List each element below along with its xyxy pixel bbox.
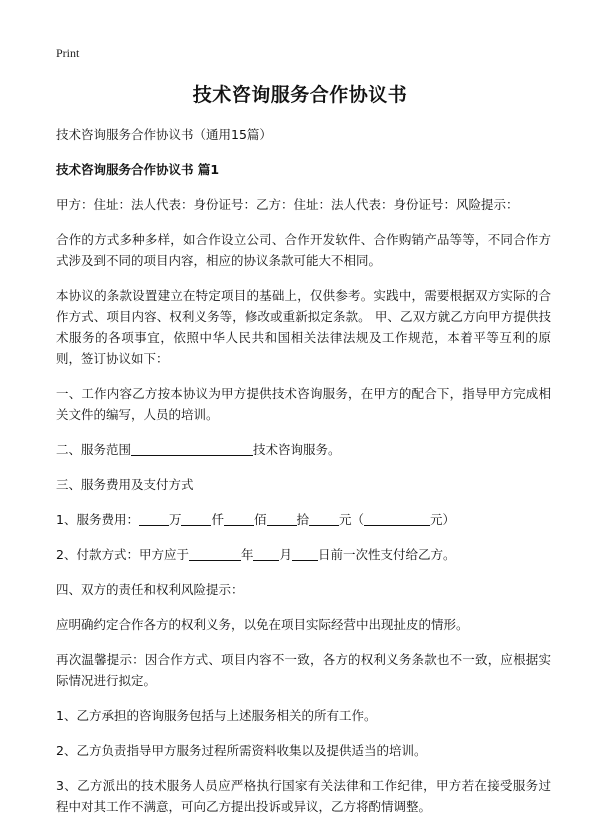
fee-qian-label: 仟	[211, 512, 224, 527]
print-label: Print	[56, 46, 80, 60]
fee-prefix: 1、服务费用：	[56, 512, 139, 527]
service-scope-prefix: 二、服务范围	[56, 442, 132, 457]
fee-yuan-close: 元）	[430, 512, 456, 527]
reminder-paragraph: 再次温馨提示：因合作方式、项目内容不一致，各方的权利义务条款也不一致，应根据实际情况进行拟定。	[56, 652, 551, 688]
fee-yuan-blank	[309, 511, 339, 526]
section-heading: 技术咨询服务合作协议书 篇1	[56, 162, 220, 177]
fee-yuan-label: 元（	[339, 512, 365, 527]
payment-month-label: 月	[279, 547, 292, 562]
service-scope-suffix: 技术咨询服务。	[253, 442, 341, 457]
payment-day-blank	[292, 546, 318, 561]
fee-bai-blank	[224, 511, 254, 526]
document-body	[56, 124, 551, 831]
fee-shi-blank	[267, 511, 297, 526]
payment-year-label: 年	[240, 547, 254, 562]
payment-prefix: 2、付款方式：甲方应于	[56, 547, 189, 562]
clause-work-content: 一、工作内容乙方按本协议为甲方提供技术咨询服务，在甲方的配合下，指导甲方完成相关文件的编写，人员的培训。	[56, 386, 551, 422]
clause-service-scope	[56, 439, 551, 460]
payment-month-blank	[253, 546, 279, 561]
document-title: 技术咨询服务合作协议书	[192, 84, 408, 106]
basis-paragraph: 本协议的条款设置建立在特定项目的基础上，仅供参考。实践中，需要根据双方实际的合作方式、项目内容、权利义务等，修改或重新拟定条款。 甲、乙双方就乙方向甲方提供技术服务的各项事宜，依照中华人民共和国相关法律法规及工作规范，本着平等互利的原则，签订协议如下：	[56, 288, 551, 366]
fee-total-blank	[364, 511, 430, 526]
payment-year-blank	[189, 546, 241, 561]
fee-wan-blank	[139, 511, 169, 526]
fee-wan-label: 万	[168, 512, 182, 527]
duty-item-1: 1、乙方承担的咨询服务包括与上述服务相关的所有工作。	[56, 708, 377, 723]
duty-item-3: 3、乙方派出的技术服务人员应严格执行国家有关法律和工作纪律，甲方若在接受服务过程中对其工作不满意，可向乙方提出投诉或异议，乙方将酌情调整。	[56, 778, 551, 814]
payment-line	[56, 544, 551, 565]
document-subtitle: 技术咨询服务合作协议书（通用15篇）	[56, 127, 272, 142]
clause-fees-heading: 三、服务费用及支付方式	[56, 477, 194, 492]
intro-paragraph: 合作的方式多种多样，如合作设立公司、合作开发软件、合作购销产品等等，不同合作方式涉及到不同的项目内容，相应的协议条款可能大不相同。	[56, 232, 551, 268]
fee-shi-label: 拾	[296, 512, 310, 527]
parties-line: 甲方：住址：法人代表：身份证号：乙方：住址：法人代表：身份证号：风险提示：	[56, 197, 519, 212]
fee-bai-label: 佰	[254, 512, 267, 527]
payment-suffix: 日前一次性支付给乙方。	[318, 547, 456, 562]
fee-qian-blank	[181, 511, 211, 526]
clause-responsibilities-heading: 四、双方的责任和权利风险提示：	[56, 582, 244, 597]
fee-line	[56, 509, 551, 530]
service-scope-blank	[131, 441, 253, 456]
duty-item-2: 2、乙方负责指导甲方服务过程所需资料收集以及提供适当的培训。	[56, 743, 427, 758]
clarify-paragraph: 应明确约定合作各方的权利义务，以免在项目实际经营中出现扯皮的情形。	[56, 617, 469, 632]
